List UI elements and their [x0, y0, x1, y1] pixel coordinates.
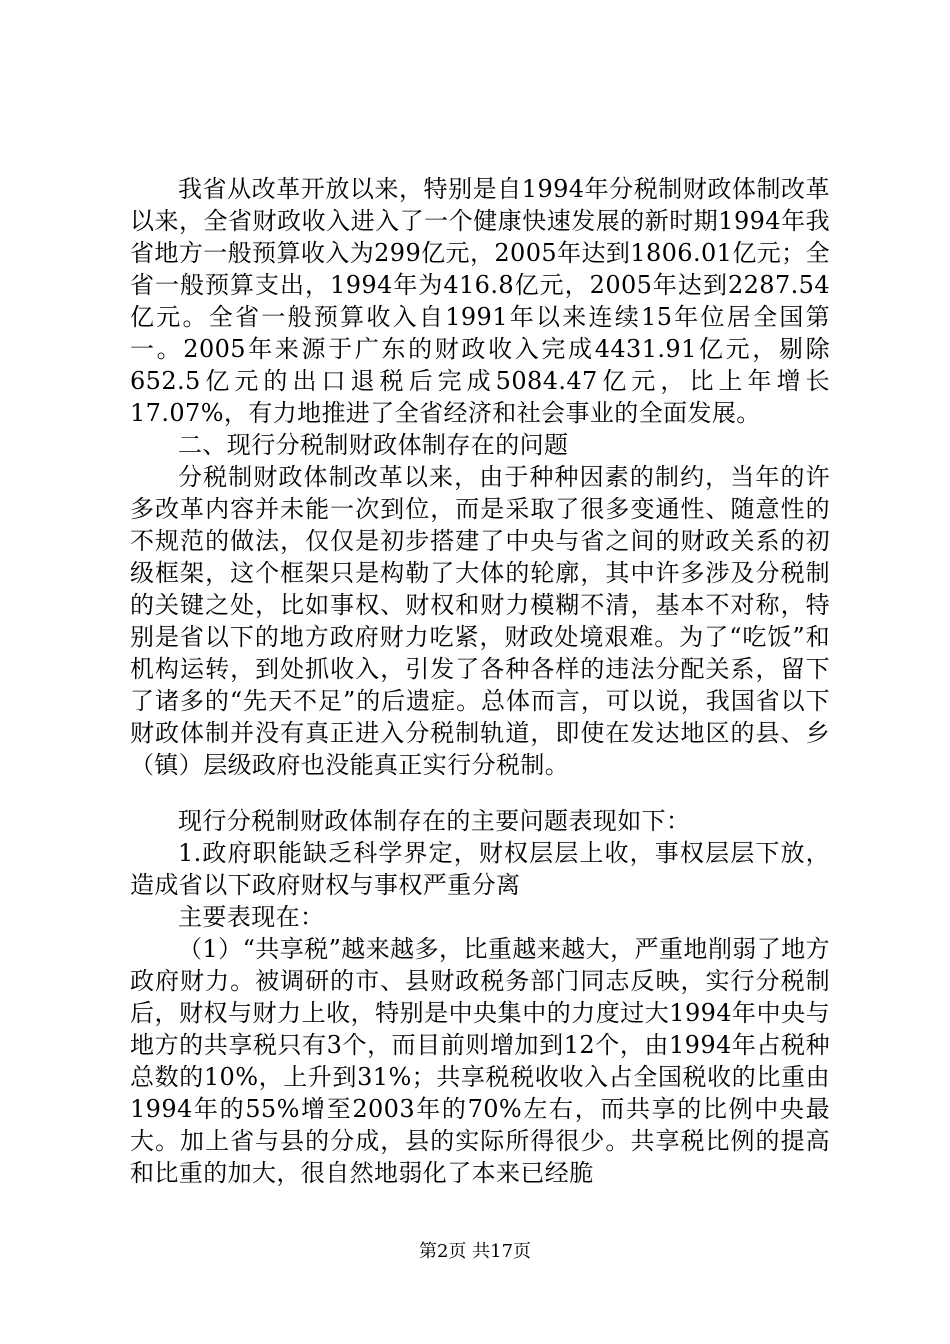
paragraph-shared-tax: （1）“共享税”越来越多，比重越来越大，严重地削弱了地方政府财力。被调研的市、县财政税务部门同志反映，实行分税制后，财权与财力上收，特别是中央集中的力度过大1994年中央与地方的共享税只有3个，而目前则增加到12个，由1994年占税种总数的10%，上升到31%；共享税税收收入占全国税收的比重由1994年的55%增至2003年的70%左右，而共享的比例中央最大。加上省与县的分成，县的实际所得很少。共享税比例的提高和比重的加大，很自然地弱化了本来已经脆	[130, 935, 830, 1187]
paragraph-main-problems-intro: 现行分税制财政体制存在的主要问题表现如下：	[178, 807, 691, 835]
page-number-footer: 第2页 共17页	[418, 1241, 532, 1262]
paragraph-problem-1: 1.政府职能缺乏科学界定，财权层层上收，事权层层下放，造成省以下政府财权与事权严重分离	[130, 839, 830, 899]
paragraph-main-manifestations: 主要表现在：	[178, 903, 325, 931]
paragraph-fiscal-growth: 我省从改革开放以来，特别是自1994年分税制财政体制改革以来，全省财政收入进入了一个健康快速发展的新时期1994年我省地方一般预算收入为299亿元，2005年达到1806.01亿元；全省一般预算支出，1994年为416.8亿元，2005年达到2287.54亿元。全省一般预算收入自1991年以来连续15年位居全国第一。2005年来源于广东的财政收入完成4431.91亿元，剔除652.5亿元的出口退税后完成5084.47亿元，比上年增长17.07%，有力地推进了全省经济和社会事业的全面发展。	[130, 175, 830, 427]
paragraph-reform-issues: 分税制财政体制改革以来，由于种种因素的制约，当年的许多改革内容并未能一次到位，而是采取了很多变通性、随意性的不规范的做法，仅仅是初步搭建了中央与省之间的财政关系的初级框架，这个框架只是构勒了大体的轮廓，其中许多涉及分税制的关键之处，比如事权、财权和财力模糊不清，基本不对称，特别是省以下的地方政府财力吃紧，财政处境艰难。为了“吃饭”和机构运转，到处抓收入，引发了各种各样的违法分配关系，留下了诸多的“先天不足”的后遗症。总体而言，可以说，我国省以下财政体制并没有真正进入分税制轨道，即使在发达地区的县、乡（镇）层级政府也没能真正实行分税制。	[130, 463, 830, 779]
paragraph-spacer	[130, 781, 830, 805]
document-body	[130, 173, 830, 1189]
section-heading-problems: 二、现行分税制财政体制存在的问题	[178, 431, 569, 459]
